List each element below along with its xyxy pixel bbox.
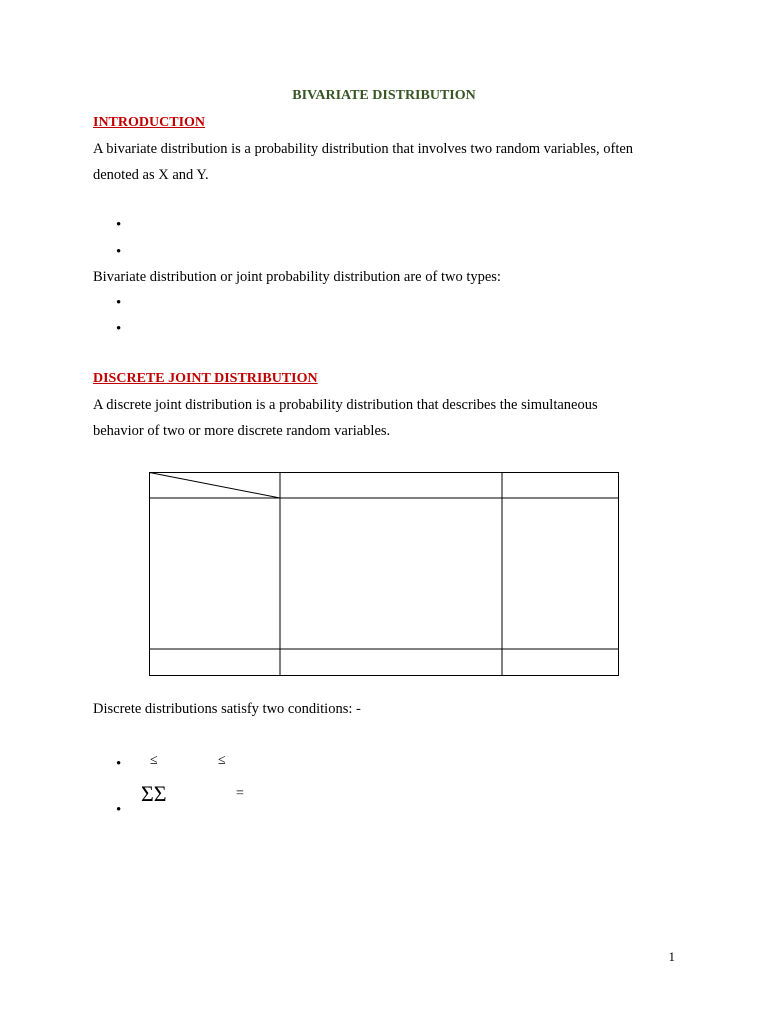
less-equal-symbol: ≤ bbox=[218, 753, 226, 768]
less-equal-symbol: ≤ bbox=[150, 753, 158, 768]
bullet-point: • bbox=[116, 295, 122, 311]
intro-line-2: denoted as X and Y. bbox=[93, 167, 209, 183]
table-corner-diagonal bbox=[150, 473, 281, 499]
bullet-point: • bbox=[116, 802, 122, 818]
double-summation-symbol: ΣΣ bbox=[141, 781, 167, 806]
table-grid bbox=[149, 472, 619, 676]
intro-line-1: A bivariate distribution is a probability distribution that involves two random variables, often bbox=[93, 141, 634, 157]
intro-paragraph bbox=[93, 136, 675, 188]
document-title: BIVARIATE DISTRIBUTION bbox=[292, 88, 476, 103]
bullet-point: • bbox=[116, 321, 122, 337]
page-number: 1 bbox=[668, 949, 675, 964]
bullet-point: • bbox=[116, 756, 122, 772]
discrete-line-1: A discrete joint distribution is a probability distribution that describes the simultaneous bbox=[93, 397, 598, 413]
introduction-heading: INTRODUCTION bbox=[93, 115, 206, 130]
equals-symbol: = bbox=[236, 786, 244, 801]
bullet-point: • bbox=[116, 217, 122, 233]
joint-distribution-table bbox=[149, 472, 619, 676]
discrete-joint-distribution-heading: DISCRETE JOINT DISTRIBUTION bbox=[93, 371, 318, 386]
bullet-point: • bbox=[116, 244, 122, 260]
table-border bbox=[150, 473, 619, 676]
types-paragraph: Bivariate distribution or joint probability distribution are of two types: bbox=[93, 269, 501, 285]
conditions-paragraph: Discrete distributions satisfy two conditions: - bbox=[93, 701, 361, 717]
discrete-paragraph bbox=[93, 392, 675, 444]
discrete-line-2: behavior of two or more discrete random variables. bbox=[93, 423, 391, 439]
